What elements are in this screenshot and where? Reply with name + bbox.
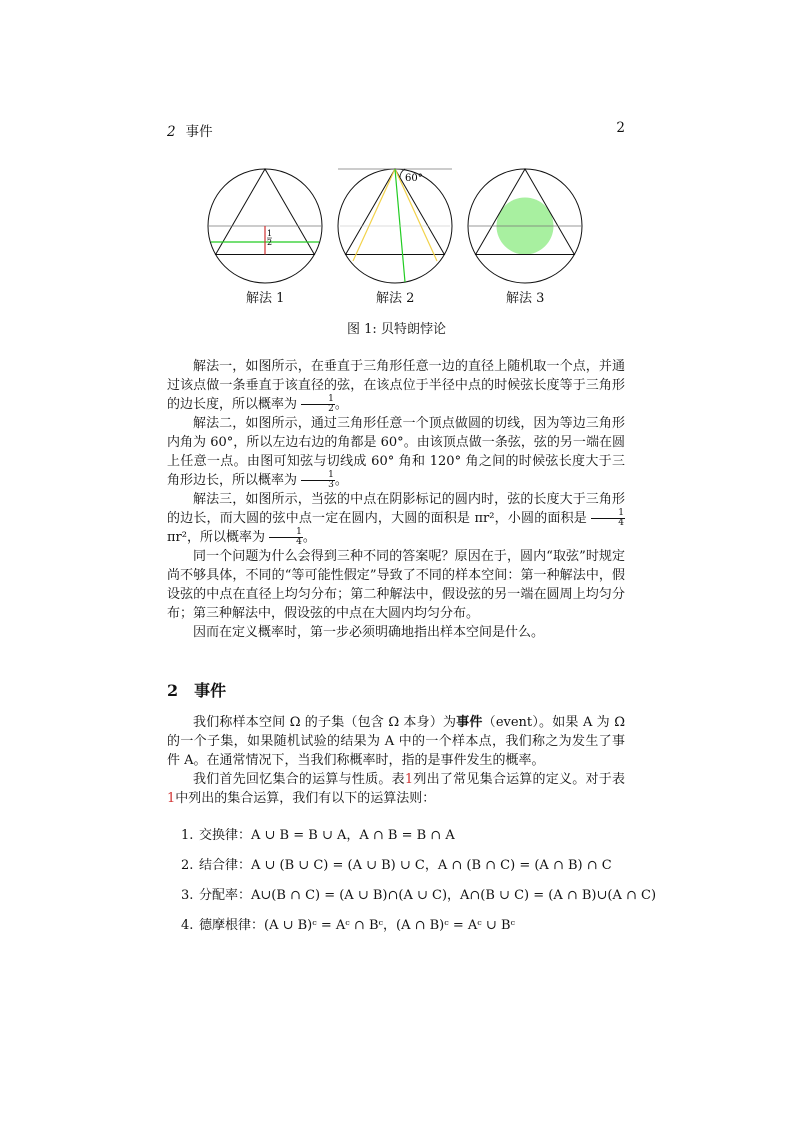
frac-num: 1 (591, 509, 625, 519)
frac-num: 1 (301, 471, 335, 481)
method-2-triangle (346, 169, 445, 255)
s1-text-b: （event）。如果 A 为 Ω 的一个子集，如果随机试验的结果为 A 中的一个样本点，我们称之为发生了事件 A。在通常情况下，当我们称概率时，指的是事件发生的概率。 (167, 715, 625, 768)
section-title: 事件 (194, 681, 227, 700)
p3-end: 。 (302, 530, 316, 545)
section-paragraphs (167, 713, 625, 808)
method-paragraphs (167, 357, 625, 642)
chord-yellow-left (353, 169, 395, 261)
frac-den: 3 (328, 480, 334, 490)
method-3-diagram (468, 169, 582, 283)
law-item (181, 884, 656, 903)
paragraph-method-1 (167, 357, 625, 414)
chord-green (395, 169, 405, 282)
frac-num: 1 (269, 528, 303, 538)
header-section-name: 事件 (185, 124, 213, 140)
p2-end: 。 (334, 473, 348, 488)
paragraph-conclusion: 因而在定义概率时，第一步必须明确地指出样本空间是什么。 (193, 625, 545, 640)
frac-den: 2 (328, 404, 334, 414)
table-ref-link[interactable]: 1 (167, 791, 176, 806)
s2-text-c: 中列出的集合运算，我们有以下的运算法则： (175, 791, 436, 806)
paragraph-method-2 (167, 414, 625, 490)
s2-text-b: 列出了常见集合运算的定义。对于表 (413, 772, 625, 787)
fraction-one-half (301, 395, 335, 414)
figure-caption: 图 1: 贝特朗悖论 (347, 322, 446, 337)
law-text: 德摩根律：(A ∪ B)ᶜ = Aᶜ ∩ Bᶜ，(A ∩ B)ᶜ = Aᶜ ∪ Bᶜ (199, 918, 515, 933)
law-item (181, 854, 612, 873)
frac-num: 1 (301, 395, 335, 405)
angle-label: 60° (405, 173, 423, 184)
law-item (181, 914, 515, 933)
p1-end: 。 (334, 397, 348, 412)
fraction-one-quarter (269, 528, 303, 547)
p2-text: 解法二，如图所示，通过三角形任意一个顶点做圆的切线，因为等边三角形内角为 60°，所以左边右边的角都是 60°。由该顶点做一条弦，弦的另一端在圆上任意一点。由图可知弦与切线成 60° 角和 120° 角之间的时候弦长度大于三角形边长，所以概率为 (167, 416, 625, 488)
law-index: 1. (181, 828, 194, 843)
term-event: 事件 (456, 715, 483, 730)
label-method-3: 解法 3 (506, 291, 545, 306)
header-section (167, 120, 213, 140)
section-heading (167, 678, 226, 701)
method-1-diagram (208, 169, 322, 283)
half-label-num: 1 (267, 229, 273, 238)
paragraph-method-3 (167, 490, 625, 547)
half-label-den: 2 (267, 238, 273, 247)
law-text: 分配率：A∪(B ∩ C) = (A ∪ B)∩(A ∪ C)，A∩(B ∪ C) = (A ∩ B)∪(A ∩ C) (199, 888, 657, 903)
p3-text: 解法三，如图所示，当弦的中点在阴影标记的圆内时，弦的长度大于三角形的边长，而大圆的弦中点一定在圆内，大圆的面积是 πr²，小圆的面积是 (167, 492, 625, 526)
paragraph-event-definition (167, 713, 625, 770)
fraction-one-quarter-mid (591, 509, 625, 528)
label-method-2: 解法 2 (376, 291, 415, 306)
s1-text-a: 我们称样本空间 Ω 的子集（包含 Ω 本身）为 (193, 715, 457, 730)
law-text: 结合律：A ∪ (B ∪ C) = (A ∪ B) ∪ C，A ∩ (B ∩ C) = (A ∩ B) ∩ C (199, 858, 612, 873)
law-index: 4. (181, 918, 194, 933)
law-item (181, 824, 455, 843)
running-header (167, 120, 625, 140)
s2-text-a: 我们首先回忆集合的运算与性质。表 (193, 772, 405, 787)
frac-den: 4 (618, 518, 624, 528)
law-index: 2. (181, 858, 194, 873)
p1-text: 解法一，如图所示，在垂直于三角形任意一边的直径上随机取一个点，并通过该点做一条垂直于该直径的弦，在该点位于半径中点的时候弦长度等于三角形的边长度，所以概率为 (167, 359, 625, 412)
header-section-number: 2 (167, 124, 176, 140)
law-index: 3. (181, 888, 194, 903)
paragraph-why-different: 同一个问题为什么会得到三种不同的答案呢？原因在于，圆内“取弦”时规定尚不够具体，不同的“等可能性假定”导致了不同的样本空间：第一种解法中，假设弦的中点在直径上均匀分布；第二种解法中，假设弦的另一端在圆周上均匀分布；第三种解法中，假设弦的中点在大圆内均匀分布。 (167, 549, 625, 621)
table-ref-link[interactable]: 1 (404, 772, 414, 787)
p3-mid: πr²，所以概率为 (167, 530, 270, 545)
method-2-diagram (338, 169, 452, 283)
label-method-1: 解法 1 (246, 291, 285, 306)
section-number: 2 (167, 681, 179, 700)
frac-den: 4 (296, 537, 302, 547)
law-text: 交换律：A ∪ B = B ∪ A，A ∩ B = B ∩ A (199, 828, 455, 843)
page-number: 2 (616, 120, 625, 136)
paragraph-set-operations (167, 770, 625, 808)
fraction-one-third (301, 471, 335, 490)
